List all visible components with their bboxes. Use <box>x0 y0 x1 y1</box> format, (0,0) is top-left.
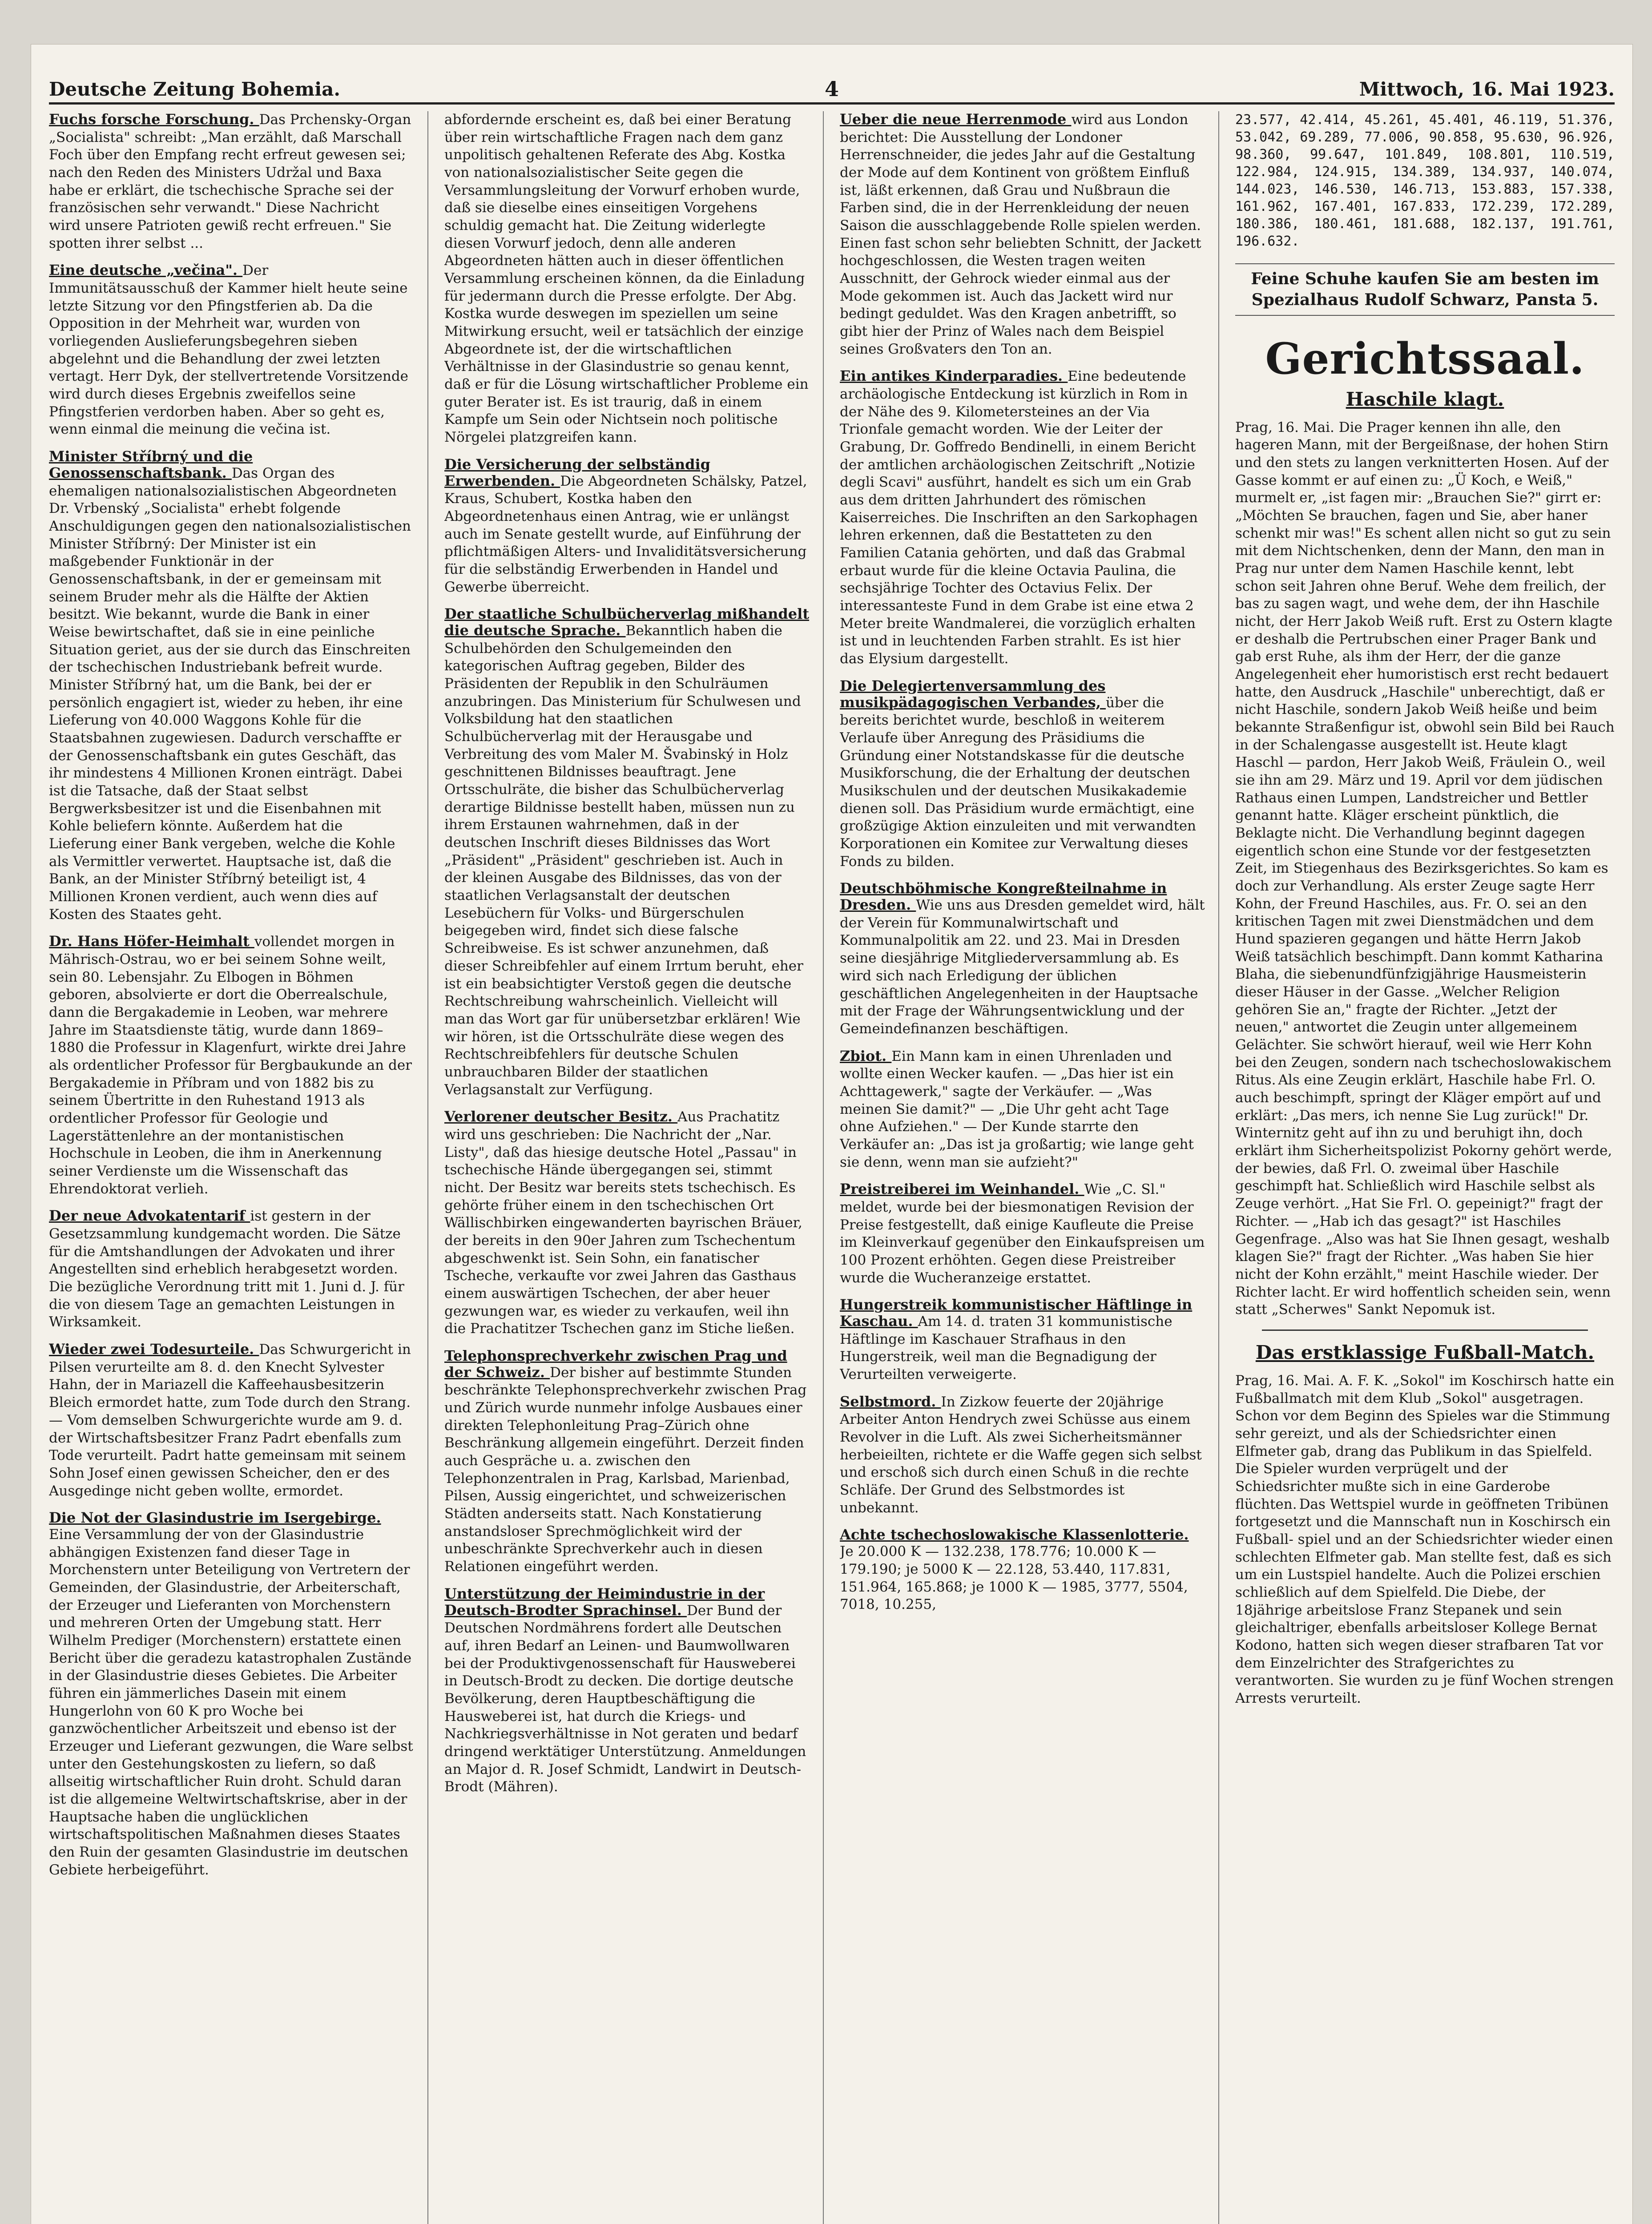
article <box>840 111 1205 358</box>
article-body: Der bisher auf bestimmte Stunden beschränkte Telephonsprechverkehr zwischen Prag und Zürich wurde nunmehr infolge Ausbaues einer direkten Telephonleitung Prag–Zürich ohne Beschränkung allgemein eingeführt. Derzeit finden auch Gespräche u. a. zwischen den Telephonzentralen in Prag, Karlsbad, Marienbad, Pilsen, Aussig eingerichtet, und schweizerischen Städten anderseits statt. Nach Konstatierung anstandsloser Sprechmöglichkeit wird der unbeschränkte Sprechverkehr auch in diesen Relationen eingeführt werden. <box>444 1364 807 1575</box>
article-headline: Verlorener deutscher Besitz. <box>444 1108 678 1125</box>
paragraph: Es schent allen nicht so gut zu sein mit dem Nichtschenken, denn der Mann, den man in Prag nur unter dem Namen Haschile kennt, lebt schon seit Jahren ohne Beruf. Wehe dem freilich, der bas zu sagen wagt, und wehe dem, der ihn Haschile nicht, der Herr Jakob Weiß ruft. Erst zu Ostern klagte er deshalb die Pertrubschen einer Prager Bank und gab erst Ruhe, als ihm der Herr, der die ganze Angelegenheit eher humoristisch erst recht bedauert hatte, den Ausdruck „Haschile" unberechtigt, daß er nicht Haschile, sondern Jakob Weiß heiße und beim bekannte Straßenfigur ist, obwohl sein Bild bei Rauch in der Schalengasse ausgestellt ist. <box>1235 525 1615 753</box>
article-headline: Deutschböhmische Kongreßteilnahme in Dresden. <box>840 880 1167 914</box>
column-2 <box>444 111 824 2224</box>
article-headline: Fuchs forsche Forschung. <box>49 111 259 128</box>
article <box>840 880 1205 1038</box>
columns <box>49 111 1615 2224</box>
article <box>49 448 414 923</box>
article-body: Wie „C. Sl." meldet, wurde bei der biesmonatigen Revision der Preise festgestellt, daß einige Kaufleute die Preise im Kleinverkauf gegenüber den Einkaufspreisen um 100 Prozent erhöhten. Gegen diese Preistreiber wurde die Wucheranzeige erstattet. <box>840 1181 1205 1286</box>
section-title-gerichtssaal: Gerichtssaal. <box>1265 333 1585 384</box>
page-number: 4 <box>824 77 839 101</box>
article <box>444 1586 810 1796</box>
column-1 <box>49 111 428 2224</box>
article <box>49 1208 414 1331</box>
article <box>444 1348 810 1576</box>
article-body: Eine bedeutende archäologische Entdeckung ist kürzlich in Rom in der Nähe des 9. Kilometersteines an der Via Trionfale gemacht worden. Wie der Leiter der Grabung, Dr. Goffredo Bendinelli, in einem Bericht der amtlichen archäologischen Zeitschrift „Notizie degli Scavi" ausführt, handelt es sich um ein Grab aus dem dritten Jahrhundert des römischen Kaiserreiches. Die Inschriften an den Sarkophagen lehren erkennen, daß die Bestatteten zu den Familien Catania gehörten, und daß das Grabmal erbaut wurde für die kleine Octavia Paulina, die sechsjährige Tochter des Octavius Felix. Der interessanteste Fund in dem Grabe ist eine etwa 2 Meter breite Wandmalerei, die vorzüglich erhalten ist und in leuchtenden Farben strahlt. Es ist hier das Elysium dargestellt. <box>840 368 1198 667</box>
article-body: Aus Prachatitz wird uns geschrieben: Die Nachricht der „Nar. Listy", daß das hiesige deutsche Hotel „Passau" in tschechische Hände übergegangen sei, stimmt nicht. Der Besitz war bereits stets tschechisch. Es gehörte früher einem in den tschechischen Ort Wällischbirken eingewanderten bayrischen Bräuer, der bereits in den 90er Jahren zum Tschechentum abgeschwenkt ist. Sein Sohn, ein fanatischer Tscheche, verkaufte vor zwei Jahren das Gasthaus einem auswärtigen Tschechen, der aber heuer gezwungen war, es wieder zu verkaufen, weil ihn die Prachatitzer Tschechen ganz im Stiche ließen. <box>444 1109 802 1337</box>
column-3 <box>840 111 1219 2224</box>
article-headline: Die Not der Glasindustrie im Isergebirge. <box>49 1509 381 1527</box>
article-headline: Wieder zwei Todesurteile. <box>49 1341 259 1358</box>
article-body: Bekanntlich haben die Schulbehörden den Schulgemeinden den kategorischen Auftrag gegeben, Bilder des Präsidenten der Republik in den Schulräumen anzubringen. Das Ministerium für Schulwesen und Volksbildung hat den staatlichen Schulbücherverlag mit der Herausgabe und Verbreitung des vom Maler M. Švabinský in Holz geschnittenen Bildnisses beauftragt. Jene Ortsschulräte, die bisher das Schulbücherverlag derartige Bildnisse bestellt haben, müssen nun zu ihrem Erstaunen wahrnehmen, daß in der deutschen Inschrift dieses Bildnisses das Wort „Präsident" „Präsident" geschrieben ist. Auch in der kleinen Ausgabe des Bildnisses, das von der staatlichen Verlagsanstalt der deutschen Lesebüchern für Volks- und Bürgerschulen beigegeben wird, findet sich diese falsche Schreibweise. Es ist schwer anzunehmen, daß dieser Schreibfehler auf einem Irrtum beruht, eher ist ein beabsichtigter Verstoß gegen die deutsche Rechtschreibung wahrscheinlich. Vielleicht will man das Wort gar für unübersetzbar erklären! Wie wir hören, ist die Ortsschulräte diese wegen des Rechtschreibfehlers für deutsche Schulen unbrauchbaren Bilder der staatlichen Verlagsanstalt zur Verfügung. <box>444 623 803 1098</box>
shoe-advertisement: Feine Schuhe kaufen Sie am besten im Spezialhaus Rudolf Schwarz, Pansta 5. <box>1235 263 1615 316</box>
article-headline: Telephonsprechverkehr zwischen Prag und der Schweiz. <box>444 1347 787 1381</box>
issue-date: Mittwoch, 16. Mai 1923. <box>1359 78 1615 100</box>
article-body: Die Abgeordneten Schälsky, Patzel, Kraus, Schubert, Kostka haben den Abgeordnetenhaus einen Antrag, wie er unlängst auch im Senate gestellt wurde, auf Einführung der pflichtmäßigen Alters- und Invaliditätsversicherung für die selbständig Erwerbenden in Handel und Gewerbe überreicht. <box>444 473 807 595</box>
paragraph: Das Wettspiel wurde in geöffneten Tribünen fortgesetzt und die Mannschaft nun in Koschirsch ein Fußball- spiel und an der Schiedsrichter wieder einen schlechten Elfmeter gab. Man stellte fest, daß es sich um ein Lustspiel handelte. Auch die Polizei erschien schließlich auf dem Spielfeld. <box>1235 1496 1613 1600</box>
subsection-title: Haschile klagt. <box>1346 388 1504 410</box>
article-body: über die bereits berichtet wurde, beschloß in weiterem Verlaufe über Anregung des Präsidiums die Gründung einer Notstandskasse für die deutsche Musikforschung, die der Erhaltung der deutschen Musikschulen und der deutschen Musikakademie dienen soll. Das Präsidium wurde ermächtigt, eine großzügige Aktion einzuleiten und mit verwandten Korporationen ein Komitee zur Verwaltung dieses Fonds zu bilden. <box>840 694 1197 870</box>
article-headline: Eine deutsche „večina". <box>49 262 243 279</box>
article <box>49 262 414 439</box>
masthead <box>49 76 1615 105</box>
article-body: wird aus London berichtet: Die Ausstellung der Londoner Herrenschneider, die jedes Jahr auf die Gestaltung der Mode auf dem Kontinent von größtem Einfluß ist, läßt erkennen, daß Grau und Nußbraun die Farben sind, die in der Herrenkleidung der neuen Saison die ausschlaggebende Rolle spielen werden. Einen fast schon sehr beliebten Schnitt, der Jackett hochgeschlossen, die Westen tragen weiten Ausschnitt, der Gehrock wieder einmal aus der Mode gekommen ist. Auch das Jackett wird nur bedingt geduldet. Was den Kragen anbetrifft, so gibt hier der Prinz of Wales nach dem Beispiel seines Großvaters den Ton an. <box>840 112 1201 357</box>
article <box>840 368 1205 668</box>
article <box>49 111 414 252</box>
article <box>840 1394 1205 1517</box>
article-body: In Zizkow feuerte der 20jährige Arbeiter Anton Hendrych zwei Schüsse aus einem Revolver in die Luft. Als zwei Sicherheitsmänner herbeieilten, richtete er die Waffe gegen sich selbst und erschoß sich durch einen Schuß in die rechte Schläfe. Der Grund des Selbstmordes ist unbekannt. <box>840 1394 1202 1516</box>
article-body: Ein Mann kam in einen Uhrenladen und wollte einen Wecker kaufen. — „Das hier ist ein Achttagewerk," sagte der Verkäufer. — „Was meinen Sie damit?" — „Die Uhr geht acht Tage ohne Aufziehen." — Der Kunde starrte den Verkäufer an: „Das ist ja großartig; wie lange geht sie denn, wenn man sie aufzieht?" <box>840 1048 1194 1170</box>
paragraph: Als eine Zeugin erklärt, Haschile habe Frl. O. auch beschimpft, springt der Kläger empört auf und erklärt: „Das mers, ich nenne Sie Lug zurück!" Dr. Winternitz geht auf ihn zu und beruhigt ihn, doch erklärt ihm Sicherheitspolizist Pokorny gehört werde, der bewies, daß Frl. O. zweimal über Haschile geschimpft hat. <box>1235 1072 1612 1194</box>
article <box>840 678 1205 871</box>
article-headline: Preistreiberei im Weinhandel. <box>840 1180 1084 1198</box>
paragraph: Die Diebe, der 18jährige arbeitslose Franz Stepanek und sein gleichaltriger, ebenfalls arbeitsloser Kollege Bernat Kodono, hatten sich wegen dieser strafbaren Tat vor dem Einzelrichter des Strafgerichtes zu verantworten. Sie wurden zu je fünf Wochen strengen Arrests verurteilt. <box>1235 1584 1614 1706</box>
article <box>49 1341 414 1500</box>
article-headline: Der staatliche Schulbücherverlag mißhandelt die deutsche Sprache. <box>444 605 810 639</box>
article-continuation <box>444 111 810 447</box>
paragraph: Schließlich wird Haschile selbst als Zeuge verhört. „Hat Sie Frl. O. gepeinigt?" fragt der Richter. — „Hab ich das gesagt?" ist Haschiles Gegenfrage. „Also was hat Sie Ihnen gesagt, weshalb klagen Sie?" fragt der Richter. „Was haben Sie hier nicht der Kohn erzählt," meint Haschile wieder. Der Richter lacht. <box>1235 1178 1610 1300</box>
article <box>444 1108 810 1338</box>
article <box>49 933 414 1198</box>
lottery-numbers: 23.577, 42.414, 45.261, 45.401, 46.119, 51.376, 53.042, 69.289, 77.006, 90.858, 95.630, 96.926, 98.360, 99.647, 101.849, 108.801, 110.519, 122.984, 124.915, 134.389, 134.937, 140.074, 144.023, 146.530, 146.713, 153.883, 157.338, 161.962, 167.401, 167.833, 172.239, 172.289, 180.386, 180.461, 181.688, 182.137, 191.761, 196.632. <box>1235 112 1615 249</box>
article <box>840 1527 1205 1613</box>
article-body: Wie uns aus Dresden gemeldet wird, hält der Verein für Kommunalwirtschaft und Kommunalpolitik am 22. und 23. Mai in Dresden seine diesjährige Mitgliederversammlung ab. Es wird sich nach Erledigung der üblichen geschäftlichen Angelegenheiten in der Hauptsache mit der Frage der Währungsentwicklung und der Gemeindefinanzen beschäftigen. <box>840 897 1205 1037</box>
paragraph: Dann kommt Katharina Blaha, die siebenundfünfzigjährige Hausmeisterin dieser Häuser in der Gasse. „Welcher Religion gehören Sie an," fragte der Richter. „Jetzt der neuen," antwortet die Zeugin unter allgemeinem Gelächter. Sie schwört hierauf, weil wie Herr Kohn bei den Zeugen, sondern nach tschechoslowakischem Ritus. <box>1235 948 1612 1088</box>
article-headline: Zbiot. <box>840 1047 892 1064</box>
paragraph: Er wird hoffentlich scheiden sein, wenn statt „Scherwes" Sankt Nepomuk ist. <box>1235 1284 1611 1318</box>
article-headline: Die Delegiertenversammlung des musikpädagogischen Verbandes, <box>840 677 1106 711</box>
paragraph: So kam es doch zur Verhandlung. Als erster Zeuge sagte Herr Kohn, der Freund Haschiles, aus. Fr. O. sei an den kritischen Tagen mit zwei Dienstmädchen und dem Hund spazieren gegangen und hätte Herrn Jakob Weiß tatsächlich beschimpft. <box>1235 860 1608 965</box>
article-body: Der Immunitätsausschuß der Kammer hielt heute seine letzte Sitzung vor den Pfingstferien ab. Da die Opposition in der Mehrheit war, wurden von vorliegenden Auslieferungsbegehren sieben abgelehnt und die Behandlung der zwei letzten vertagt. Herr Dyk, der stellvertretende Vorsitzende wird durch dieses Ergebnis zweifellos seine Pfingstferien verdorben haben. Aber so geht es, wenn einmal die meinung die večina ist. <box>49 262 409 438</box>
newspaper-page <box>31 44 1632 2224</box>
subsection-title: Das erstklassige Fußball-Match. <box>1255 1341 1595 1363</box>
article-headline: Unterstützung der Heimindustrie in der Deutsch-Brodter Sprachinsel. <box>444 1585 765 1619</box>
article-headline: Ein antikes Kinderparadies. <box>840 367 1068 385</box>
article-body: Das Prchensky-Organ „Socialista" schreibt: „Man erzählt, daß Marschall Foch über den Empfang recht erfreut gewesen sei; nach den Reden des Ministers Udržal und Baxa habe er erklärt, die tschechische Sprache sei der französischen sehr verwandt." Diese Nachricht wird unsere Patrioten gewiß recht erfreuen." Sie spotten ihrer selbst ... <box>49 112 411 251</box>
article-body: Der Bund der Deutschen Nordmährens fordert alle Deutschen auf, ihren Bedarf an Leinen- und Baumwollwaren bei der Produktivgenossenschaft für Hausweberei in Deutsch-Brodt zu decken. Die dortige deutsche Bevölkerung, deren Hauptbeschäftigung die Hausweberei ist, hat durch die Kriegs- und Nachkriegsverhältnisse in Not geraten und bedarf dringend werktätiger Unterstützung. Anmeldungen an Major d. R. Josef Schmidt, Landwirt in Deutsch-Brodt (Mähren). <box>444 1602 806 1795</box>
article <box>49 1510 414 1879</box>
article-body: vollendet morgen in Mährisch-Ostrau, wo er bei seinem Sohne weilt, sein 80. Lebensjahr. Zu Elbogen in Böhmen geboren, absolvierte er dort die Oberrealschule, dann die Bergakademie in Leoben, war mehrere Jahre im Staatsdienste tätig, wurde dann 1869–1880 die Professur in Klagenfurt, wirkte drei Jahre als ordentlicher Professor für Bergbaukunde an der Bergakademie in Příbram und von 1882 bis zu seinem Übertritte in den Ruhestand 1913 als ordentlicher Professor für Geologie und Lagerstättenlehre an der montanistischen Hochschule in Leoben, die ihm in Anerkennung seiner Verdienste um die Wissenschaft das Ehrendoktorat verlieh. <box>49 934 412 1197</box>
article-headline: Hungerstreik kommunistischer Häftlinge in Kaschau. <box>840 1296 1193 1330</box>
section-divider <box>1262 1330 1588 1331</box>
paragraph: Prag, 16. Mai. A. F. K. „Sokol" im Koschirsch hatte ein Fußballmatch mit dem Klub „Sokol" ausgetragen. Schon vor dem Beginn des Spieles war die Stimmung sehr gereizt, und als der Schiedsrichter einen Elfmeter gab, drang das Publikum in das Spielfeld. Die Spieler wurden verprügelt und der Schiedsrichter mußte sich in eine Garderobe flüchten. <box>1235 1372 1615 1512</box>
article-body: Am 14. d. traten 31 kommunistische Häftlinge im Kaschauer Strafhaus in den Hungerstreik, weil man die Begnadigung der Verurteilten verweigerte. <box>840 1313 1173 1383</box>
article-headline: Ueber die neue Herrenmode <box>840 111 1072 128</box>
article-headline: Der neue Advokatentarif <box>49 1207 250 1225</box>
article <box>840 1297 1205 1383</box>
article-headline: Die Versicherung der selbständig Erwerbenden. <box>444 455 711 489</box>
article <box>840 1181 1205 1287</box>
article <box>444 456 810 596</box>
paper-name: Deutsche Zeitung Bohemia. <box>49 78 340 100</box>
article-body: Je 20.000 K — 132.238, 178.776; 10.000 K — 179.190; je 5000 K — 22.128, 53.440, 117.831, 151.964, 165.868; je 1000 K — 1985, 3777, 5504, 7018, 10.255, <box>840 1543 1188 1613</box>
article-body: Das Schwurgericht in Pilsen verurteilte am 8. d. den Knecht Sylvester Hahn, der in Mariazell die Kaffeehausbesitzerin Bleich ermordet hatte, zum Tode durch den Strang. — Vom demselben Schwurgerichte wurde am 9. d. der Wirtschaftsbesitzer Franz Padrt ebenfalls zum Tode verurteilt. Padrt hatte gemeinsam mit seinem Sohn Josef einen gewissen Scheicher, den er des Ausgedinge nicht geben wollte, ermordet. <box>49 1342 411 1499</box>
article <box>840 1048 1205 1172</box>
article-headline: Minister Stříbrný und die Genossenschaftsbank. <box>49 448 253 481</box>
column-4 <box>1235 111 1615 2224</box>
article-headline: Dr. Hans Höfer-Heimhalt <box>49 933 254 950</box>
article-body: Das Organ des ehemaligen nationalsozialistischen Abgeordneten Dr. Vrbenský „Socialista" erhebt folgende Anschuldigungen gegen den nationalsozialistischen Minister Stříbrný: Der Minister ist ein maßgebender Funktionär in der Genossenschaftsbank, in der er gemeinsam mit seinem Bruder mehr als die Hälfte der Aktien besitzt. Wie bekannt, wurde die Bank in einer Weise bewirtschaftet, daß sie in eine peinliche Situation geriet, aus der sie durch das Einschreiten der tschechischen Industriebank befreit wurde. Minister Stříbrný hat, um die Bank, bei der er persönlich engagiert ist, wieder zu heben, ihr eine Lieferung von 40.000 Waggons Kohle für die Staatsbahnen zugewiesen. Dadurch verschaffte er der Genossenschaftsbank ein gutes Geschäft, das ihr mindestens 4 Millionen Kronen einträgt. Dabei ist die Tatsache, daß der Staat selbst Bergwerksbesitzer ist und die Eisenbahnen mit Kohle beliefern könnte. Außerdem hat die Lieferung einer Bank vergeben, welche die Kohle als Vermittler verwertet. Hauptsache ist, daß die Bank, an der Minister Stříbrný beteiligt ist, 4 Millionen Kronen verdient, auch wenn dies auf Kosten des Staates geht. <box>49 465 411 923</box>
article-body: Eine Versammlung der von der Glasindustrie abhängigen Existenzen fand dieser Tage in Morchenstern unter Beteiligung von Vertretern der Gemeinden, der Glasindustrie, der Arbeiterschaft, der Erzeuger und Lieferanten von Morchenstern und mehreren Orten der Umgebung statt. Herr Wilhelm Prediger (Morchenstern) erstattete einen Bericht über die geradezu katastrophalen Zustände in der Glasindustrie dieses Gebietes. Die Arbeiter führen ein jämmerliches Dasein mit einem Hungerlohn von 60 K pro Woche bei ganzwöchentlicher Arbeitszeit und ebenso ist der Erzeuger und Lieferant gezwungen, die Ware selbst unter den Gestehungskosten zu liefern, so daß allseitig wirtschaftlicher Ruin droht. Schuld daran ist die allgemeine Weltwirtschaftskrise, aber in der Hauptsache haben die unglücklichen wirtschaftspolitischen Maßnahmen dieses Staates den Ruin der gesamten Glasindustrie im deutschen Gebiete herbeigeführt. <box>49 1526 413 1878</box>
paragraph: Heute klagt Haschl — pardon, Herr Jakob Weiß, Fräulein O., weil sie ihn am 29. März und 19. April vor dem jüdischen Rathaus einen Lumpen, Landstreicher und Bettler genannt hatte. Kläger erscheint pünktlich, die Beklagte nicht. Die Verhandlung beginnt dagegen eigentlich schon eine Stunde vor der festgesetzten Zeit, im Stiegenhaus des Bezirksgerichtes. <box>1235 737 1606 877</box>
article <box>444 606 810 1099</box>
article-headline: Selbstmord. <box>840 1393 941 1410</box>
article-body: abfordernde erscheint es, daß bei einer Beratung über rein wirtschaftliche Fragen nach dem ganz unpolitisch gehaltenen Referate des Abg. Kostka von nationalsozialistischer Seite gegen die Versammlungsleitung der Vorwurf erhoben wurde, daß sie dieselbe eines einseitigen Vorgehens schuldig gemacht hat. Die Zeitung widerlegte diesen Vorwurf jedoch, denn alle anderen Abgeordneten hätten auch in dieser öffentlichen Versammlung erscheinen können, da die Einladung für jedermann durch die Presse erfolgte. Der Abg. Kostka wurde deswegen im speziellen um seine Mitwirkung ersucht, weil er tatsächlich der einzige Abgeordnete ist, der die wirtschaftlichen Verhältnisse in der Glasindustrie so genau kennt, daß er für die Lösung wirtschaftlicher Probleme ein guter Berater ist. Es ist traurig, daß in einem Kampfe um Sein oder Nichtsein noch politische Nörgelei platzgreifen kann. <box>444 112 809 446</box>
article-body: ist gestern in der Gesetzsammlung kundgemacht worden. Die Sätze für die Amtshandlungen der Advokaten und ihrer Angestellten sind erheblich herabgesetzt worden. Die bezügliche Verordnung tritt mit 1. Juni d. J. für die von diesem Tage an gemachten Leistungen in Wirksamkeit. <box>49 1208 404 1330</box>
article-headline: Achte tschechoslowakische Klassenlotterie. <box>840 1526 1189 1543</box>
paragraph: Prag, 16. Mai. Die Prager kennen ihn alle, den hageren Mann, mit der Bergeißnase, der hohen Stirn und den stets zu langen verknitterten Hosen. Auf der Gasse kommt er auf einen zu: „Ü Koch, e Weiß," murmelt er, „ist fagen mir: „Brauchen Sie?" girrt er: „Möchten Se brauchen, fagen und Sie, aber haner schenkt mir was!" <box>1235 419 1609 541</box>
